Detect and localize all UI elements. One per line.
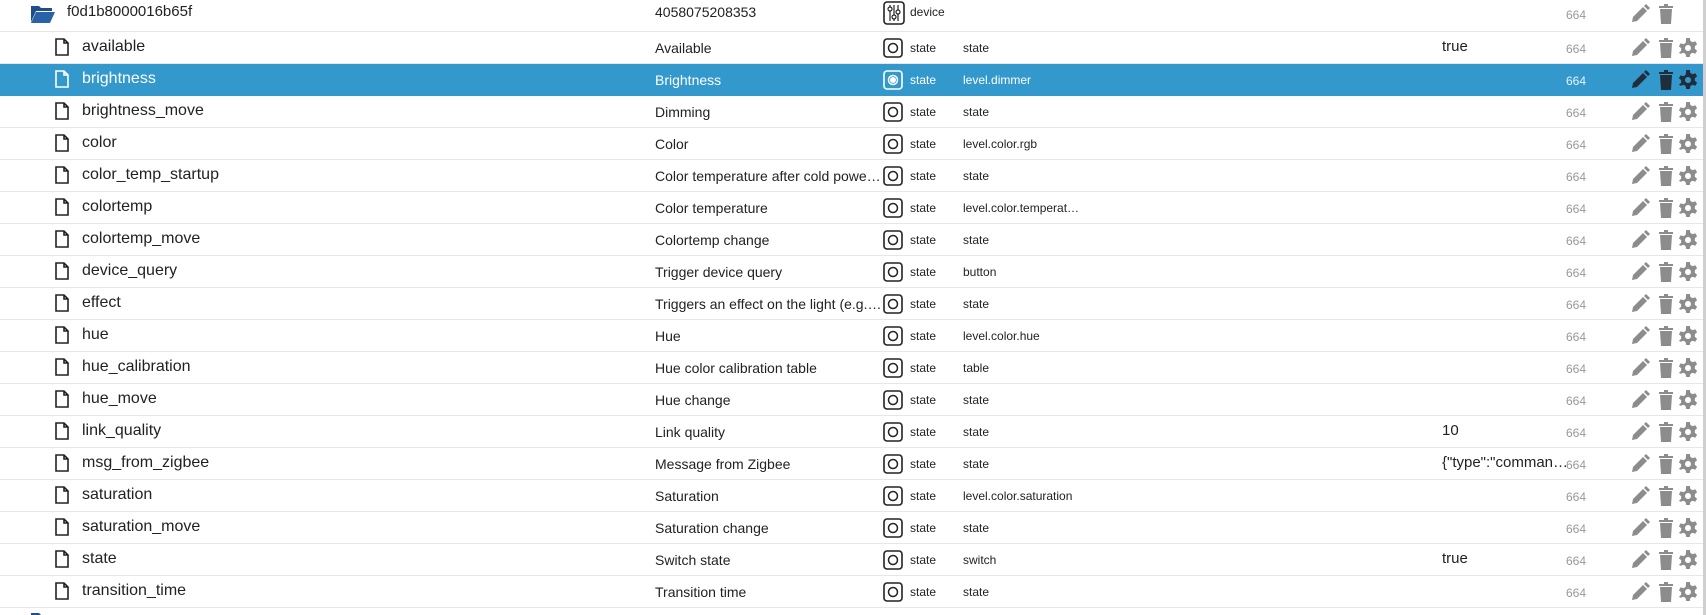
state-type-icon [883,198,903,218]
gear-icon[interactable] [1677,453,1699,475]
file-icon [55,358,69,376]
state-role: state [963,297,990,311]
state-name: Color temperature after cold powe… [655,168,881,184]
state-row-color-temp-startup[interactable] [0,160,1706,192]
gear-icon[interactable] [1677,581,1699,603]
state-type: state [910,361,937,375]
state-name: Trigger device query [655,264,783,280]
trash-icon[interactable] [1655,261,1677,283]
state-type-icon [883,70,903,90]
pencil-icon[interactable] [1629,261,1651,283]
state-row-brightness[interactable] [0,64,1706,96]
state-id: brightness_move [82,102,204,119]
state-id: transition_time [82,582,187,599]
state-type: state [910,585,937,599]
file-icon [55,70,69,88]
state-row-available[interactable] [0,32,1706,64]
state-id: hue_move [82,390,157,407]
state-id: state [82,550,117,567]
state-type-icon [883,422,903,442]
trash-icon[interactable] [1655,357,1677,379]
state-acl: 664 [1566,426,1587,440]
state-row-transition-time[interactable] [0,576,1706,608]
state-type-icon [883,518,903,538]
file-icon [55,262,69,280]
file-icon [55,198,69,216]
trash-icon[interactable] [1655,133,1677,155]
state-role: state [963,425,990,439]
state-acl: 664 [1566,170,1587,184]
trash-icon[interactable] [1655,293,1677,315]
folder-open-icon[interactable] [30,3,56,25]
gear-icon[interactable] [1677,549,1699,571]
state-type-icon [883,582,903,602]
state-value[interactable]: true [1442,550,1468,567]
state-type: state [910,265,937,279]
file-icon [55,166,69,184]
state-acl: 664 [1566,394,1587,408]
pencil-icon[interactable] [1629,3,1651,25]
state-row-hue-move[interactable] [0,384,1706,416]
gear-icon[interactable] [1677,229,1699,251]
state-type: state [910,137,937,151]
state-type-icon [883,262,903,282]
pencil-icon[interactable] [1629,517,1651,539]
state-type: state [910,297,937,311]
state-role: state [963,169,990,183]
file-icon [55,134,69,152]
state-type-icon [883,102,903,122]
state-id: hue_calibration [82,358,191,375]
state-row-effect[interactable] [0,288,1706,320]
pencil-icon[interactable] [1629,37,1651,59]
pencil-icon[interactable] [1629,69,1651,91]
state-row-saturation-move[interactable] [0,512,1706,544]
file-icon [55,38,69,56]
gear-icon[interactable] [1677,517,1699,539]
state-name: Link quality [655,424,726,440]
state-id: color [82,134,117,151]
trash-icon[interactable] [1655,325,1677,347]
state-acl: 664 [1566,586,1587,600]
state-type-icon [883,166,903,186]
state-name: Hue change [655,392,731,408]
pencil-icon[interactable] [1629,325,1651,347]
gear-icon[interactable] [1677,293,1699,315]
folder-icon[interactable] [30,610,56,615]
state-row-device-query[interactable] [0,256,1706,288]
gear-icon[interactable] [1677,101,1699,123]
trash-icon[interactable] [1655,485,1677,507]
state-name: Transition time [655,584,747,600]
state-role: state [963,457,990,471]
trash-icon[interactable] [1655,101,1677,123]
state-acl: 664 [1566,522,1587,536]
state-type: state [910,73,937,87]
state-id: device_query [82,262,178,279]
state-id: colortemp_move [82,230,201,247]
device-name: 4058075208353 [655,4,757,20]
state-role: table [963,361,990,375]
state-type: state [910,105,937,119]
state-row-colortemp[interactable] [0,192,1706,224]
device-id: f0d1b8000016b65f [67,3,193,20]
gear-icon[interactable] [1677,37,1699,59]
state-type-icon [883,294,903,314]
state-type-icon [883,390,903,410]
pencil-icon[interactable] [1629,357,1651,379]
state-type: state [910,553,937,567]
state-type-icon [883,230,903,250]
gear-icon[interactable] [1677,197,1699,219]
state-acl: 664 [1566,42,1587,56]
pencil-icon[interactable] [1629,165,1651,187]
state-type: state [910,233,937,247]
state-row-brightness-move[interactable] [0,96,1706,128]
trash-icon[interactable] [1655,549,1677,571]
state-type: state [910,521,937,535]
state-name: Color temperature [655,200,768,216]
state-role: button [963,265,997,279]
state-role: state [963,393,990,407]
state-name: Saturation [655,488,719,504]
state-role: state [963,521,990,535]
pencil-icon[interactable] [1629,293,1651,315]
state-acl: 664 [1566,234,1587,248]
state-name: Saturation change [655,520,769,536]
state-row-colortemp-move[interactable] [0,224,1706,256]
trash-icon[interactable] [1655,581,1677,603]
gear-icon[interactable] [1677,69,1699,91]
pencil-icon[interactable] [1629,101,1651,123]
state-role: level.color.hue [963,329,1040,343]
state-acl: 664 [1566,106,1587,120]
state-type-icon [883,38,903,58]
trash-icon[interactable] [1655,197,1677,219]
state-id: saturation [82,486,153,503]
state-type: state [910,393,937,407]
trash-icon[interactable] [1655,229,1677,251]
pencil-icon[interactable] [1629,485,1651,507]
state-type: state [910,329,937,343]
state-acl: 664 [1566,458,1587,472]
state-name: Triggers an effect on the light (e.g.… [655,296,882,312]
state-type-icon [883,454,903,474]
file-icon [55,518,69,536]
state-acl: 664 [1566,266,1587,280]
state-acl: 664 [1566,490,1587,504]
state-row-msg-from-zigbee[interactable] [0,448,1706,480]
pencil-icon[interactable] [1629,229,1651,251]
file-icon [55,422,69,440]
state-id: color_temp_startup [82,166,219,183]
state-type: state [910,201,937,215]
pencil-icon[interactable] [1629,421,1651,443]
state-role: state [963,233,990,247]
gear-icon[interactable] [1677,325,1699,347]
state-type-icon [883,134,903,154]
state-type: state [910,41,937,55]
state-acl: 664 [1566,554,1587,568]
state-row-hue-calibration[interactable] [0,352,1706,384]
state-role: level.color.temperat… [963,201,1080,215]
state-id: available [82,38,146,55]
state-row-link-quality[interactable] [0,416,1706,448]
file-icon [55,102,69,120]
trash-icon[interactable] [1655,421,1677,443]
state-name: Colortemp change [655,232,770,248]
pencil-icon[interactable] [1629,549,1651,571]
state-type: state [910,489,937,503]
state-name: Hue color calibration table [655,360,817,376]
file-icon [55,486,69,504]
state-acl: 664 [1566,298,1587,312]
state-id: msg_from_zigbee [82,454,210,471]
trash-icon[interactable] [1655,69,1677,91]
gear-icon[interactable] [1677,165,1699,187]
pencil-icon[interactable] [1629,133,1651,155]
state-role: level.color.rgb [963,137,1038,151]
device-type: device [910,5,945,19]
state-name: Dimming [655,104,711,120]
file-icon [55,550,69,568]
state-name: Switch state [655,552,731,568]
gear-icon[interactable] [1677,357,1699,379]
trash-icon[interactable] [1655,37,1677,59]
state-row-state[interactable] [0,544,1706,576]
file-icon [55,390,69,408]
state-row-color[interactable] [0,128,1706,160]
next-folder-row[interactable] [0,608,1706,615]
device-acl: 664 [1566,8,1587,22]
state-id: hue [82,326,109,343]
state-role: switch [963,553,997,567]
file-icon [55,294,69,312]
pencil-icon[interactable] [1629,389,1651,411]
state-id: saturation_move [82,518,201,535]
state-type-icon [883,486,903,506]
file-icon [55,454,69,472]
state-type-icon [883,326,903,346]
state-acl: 664 [1566,138,1587,152]
state-type: state [910,425,937,439]
trash-icon[interactable] [1655,517,1677,539]
state-row-saturation[interactable] [0,480,1706,512]
state-role: level.dimmer [963,73,1032,87]
state-acl: 664 [1566,74,1587,88]
state-acl: 664 [1566,202,1587,216]
trash-icon[interactable] [1655,453,1677,475]
file-icon [55,230,69,248]
state-value[interactable]: 10 [1442,422,1459,439]
state-type: state [910,169,937,183]
state-acl: 664 [1566,330,1587,344]
device-type-icon [883,1,905,25]
state-role: state [963,41,990,55]
pencil-icon[interactable] [1629,197,1651,219]
state-row-hue[interactable] [0,320,1706,352]
pencil-icon[interactable] [1629,581,1651,603]
state-name: Message from Zigbee [655,456,791,472]
state-id: link_quality [82,422,162,439]
state-name: Available [655,40,712,56]
state-name: Hue [655,328,681,344]
state-type: state [910,457,937,471]
trash-icon[interactable] [1655,165,1677,187]
state-role: state [963,585,990,599]
state-id: effect [82,294,121,311]
gear-icon[interactable] [1677,421,1699,443]
trash-icon[interactable] [1655,3,1677,25]
state-acl: 664 [1566,362,1587,376]
file-icon [55,582,69,600]
gear-icon[interactable] [1677,389,1699,411]
state-id: colortemp [82,198,153,215]
state-role: state [963,105,990,119]
pencil-icon[interactable] [1629,453,1651,475]
device-row[interactable] [0,0,1706,32]
gear-icon[interactable] [1677,261,1699,283]
state-name: Color [655,136,689,152]
state-type-icon [883,358,903,378]
gear-icon[interactable] [1677,485,1699,507]
state-type-icon [883,550,903,570]
state-role: level.color.saturation [963,489,1073,503]
state-value[interactable]: {"type":"comman… [1442,454,1569,471]
state-id: brightness [82,70,156,87]
trash-icon[interactable] [1655,389,1677,411]
file-icon [55,326,69,344]
state-value[interactable]: true [1442,38,1468,55]
gear-icon[interactable] [1677,133,1699,155]
state-name: Brightness [655,72,722,88]
